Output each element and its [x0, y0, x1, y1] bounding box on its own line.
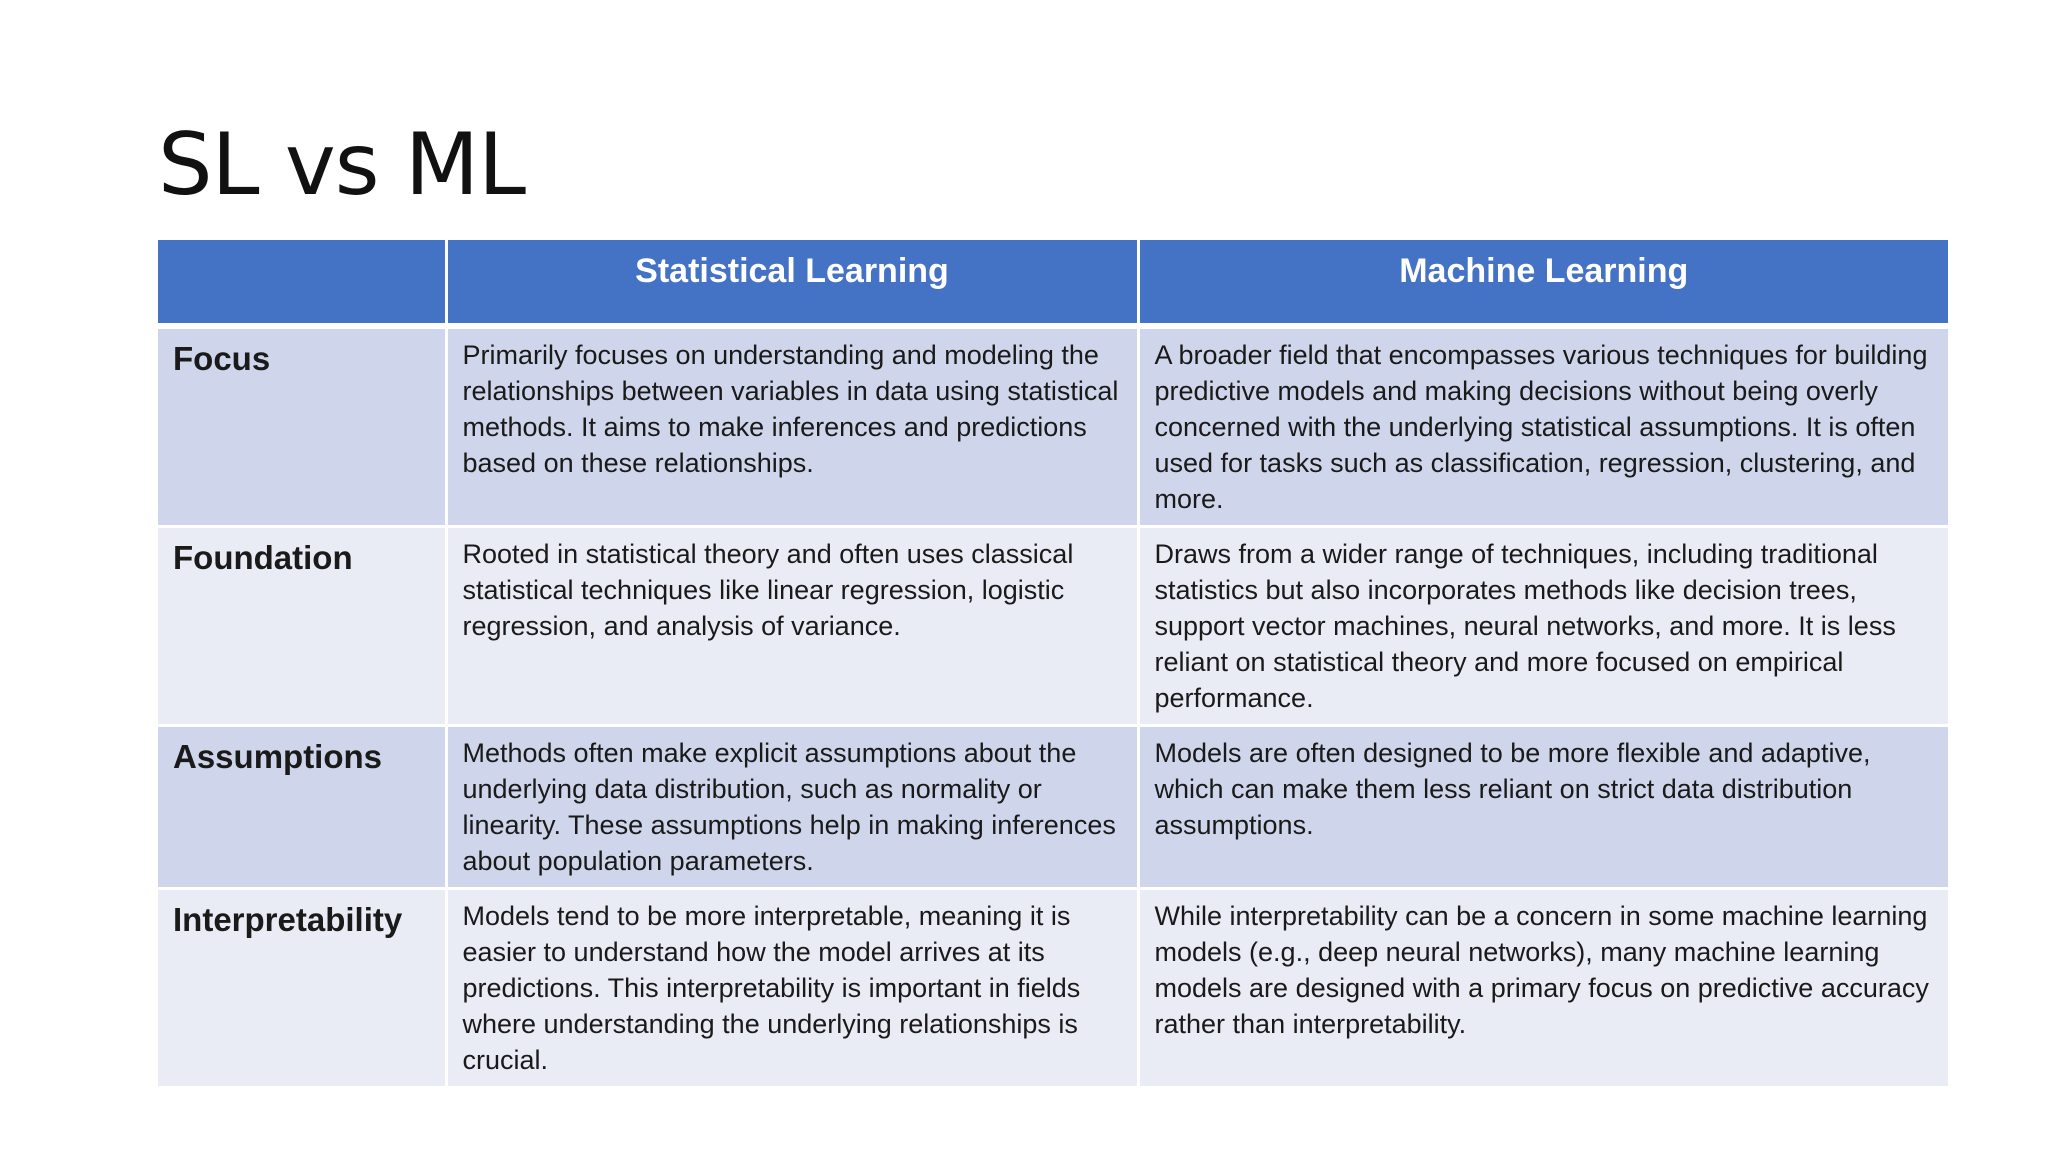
row-label-interpretability: Interpretability [158, 889, 446, 1087]
cell-focus-sl: Primarily focuses on understanding and modeling the relationships between variables in data using statistical methods. It aims to make inferences and predictions based on these relationships. [446, 326, 1138, 527]
header-machine-learning: Machine Learning [1138, 240, 1948, 326]
table-header-row [158, 240, 1948, 326]
cell-assumptions-sl: Methods often make explicit assumptions about the underlying data distribution, such as normality or linearity. These assumptions help in making inferences about population parameters. [446, 726, 1138, 889]
table-row-interpretability [158, 889, 1948, 1087]
row-label-foundation: Foundation [158, 527, 446, 726]
cell-interpretability-ml: While interpretability can be a concern in some machine learning models (e.g., deep neural networks), many machine learning models are designed with a primary focus on predictive accuracy rather than interpretability. [1138, 889, 1948, 1087]
slide-title: SL vs ML [158, 115, 525, 215]
table-row-foundation [158, 527, 1948, 726]
header-statistical-learning: Statistical Learning [446, 240, 1138, 326]
row-label-assumptions: Assumptions [158, 726, 446, 889]
row-label-focus: Focus [158, 326, 446, 527]
cell-assumptions-ml: Models are often designed to be more flexible and adaptive, which can make them less reliant on strict data distribution assumptions. [1138, 726, 1948, 889]
table-row-assumptions [158, 726, 1948, 889]
cell-foundation-sl: Rooted in statistical theory and often uses classical statistical techniques like linear regression, logistic regression, and analysis of variance. [446, 527, 1138, 726]
comparison-table [158, 240, 1948, 1086]
cell-foundation-ml: Draws from a wider range of techniques, including traditional statistics but also incorporates methods like decision trees, support vector machines, neural networks, and more. It is less reliant on statistical theory and more focused on empirical performance. [1138, 527, 1948, 726]
cell-focus-ml: A broader field that encompasses various techniques for building predictive models and making decisions without being overly concerned with the underlying statistical assumptions. It is often used for tasks such as classification, regression, clustering, and more. [1138, 326, 1948, 527]
header-cell-empty [158, 240, 446, 326]
cell-interpretability-sl: Models tend to be more interpretable, meaning it is easier to understand how the model arrives at its predictions. This interpretability is important in fields where understanding the underlying relationships is crucial. [446, 889, 1138, 1087]
table-row-focus [158, 326, 1948, 527]
